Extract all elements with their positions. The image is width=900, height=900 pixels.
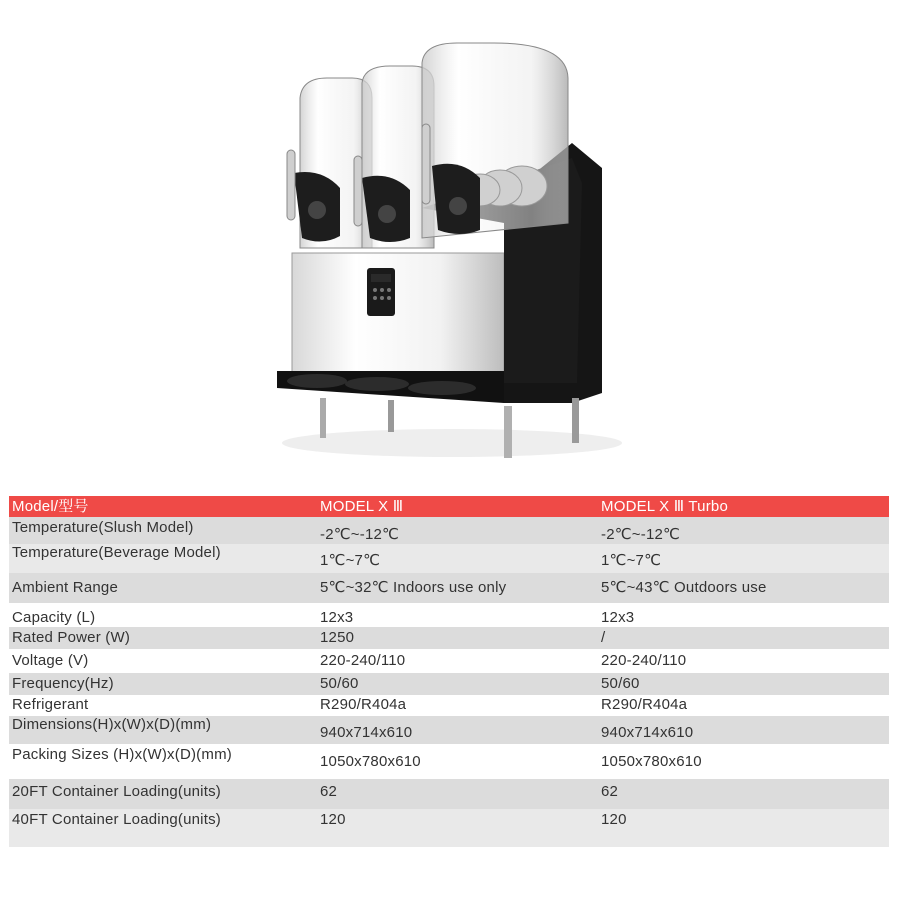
row-value-b: / (601, 629, 606, 646)
table-row (9, 573, 889, 603)
table-row (9, 517, 889, 544)
row-label: 40FT Container Loading(units) (12, 811, 221, 828)
row-value-b: 1050x780x610 (601, 753, 702, 770)
row-value-a: 1050x780x610 (320, 753, 421, 770)
row-value-a: 5℃~32℃ Indoors use only (320, 579, 507, 596)
row-value-b: 5℃~43℃ Outdoors use (601, 579, 767, 596)
row-value-a: -2℃~-12℃ (320, 526, 400, 543)
row-label: Capacity (L) (12, 609, 96, 626)
row-value-a: 1℃~7℃ (320, 552, 381, 569)
table-row (9, 603, 889, 627)
spec-table (9, 496, 889, 847)
table-row (9, 673, 889, 695)
row-value-b: 12x3 (601, 609, 635, 626)
row-label: Temperature(Slush Model) (12, 519, 194, 536)
row-value-b: R290/R404a (601, 696, 688, 713)
slush-machine-image (272, 38, 632, 468)
row-value-b: 62 (601, 783, 619, 800)
row-value-a: 62 (320, 783, 338, 800)
row-value-b: 1℃~7℃ (601, 552, 662, 569)
row-label: Ambient Range (12, 579, 118, 596)
row-value-b: 120 (601, 811, 627, 828)
row-value-b: 220-240/110 (601, 652, 687, 669)
row-value-a: 12x3 (320, 609, 354, 626)
table-row (9, 779, 889, 809)
spec-table-header (9, 496, 889, 517)
row-value-a: 940x714x610 (320, 724, 413, 741)
row-label: Rated Power (W) (12, 629, 131, 646)
row-value-b: 50/60 (601, 675, 640, 692)
row-value-a: 120 (320, 811, 346, 828)
table-row (9, 744, 889, 779)
row-value-a: 1250 (320, 629, 355, 646)
header-model-x3-turbo: MODEL X Ⅲ Turbo (601, 498, 728, 515)
row-label: Packing Sizes (H)x(W)x(D)(mm) (12, 746, 232, 763)
table-row (9, 695, 889, 716)
row-label: Voltage (V) (12, 652, 89, 669)
row-value-b: 940x714x610 (601, 724, 694, 741)
row-value-a: R290/R404a (320, 696, 407, 713)
row-label: 20FT Container Loading(units) (12, 783, 221, 800)
table-row (9, 809, 889, 847)
row-value-a: 50/60 (320, 675, 359, 692)
row-label: Dimensions(H)x(W)x(D)(mm) (12, 716, 212, 733)
table-row (9, 716, 889, 744)
header-model-x3: MODEL X Ⅲ (320, 498, 404, 515)
header-model-label: Model/型号 (12, 498, 89, 515)
table-row (9, 627, 889, 649)
row-label: Frequency(Hz) (12, 675, 114, 692)
row-value-a: 220-240/110 (320, 652, 406, 669)
row-label: Refrigerant (12, 696, 89, 713)
table-row (9, 544, 889, 573)
row-value-b: -2℃~-12℃ (601, 526, 681, 543)
row-label: Temperature(Beverage Model) (12, 544, 221, 561)
table-row (9, 649, 889, 673)
